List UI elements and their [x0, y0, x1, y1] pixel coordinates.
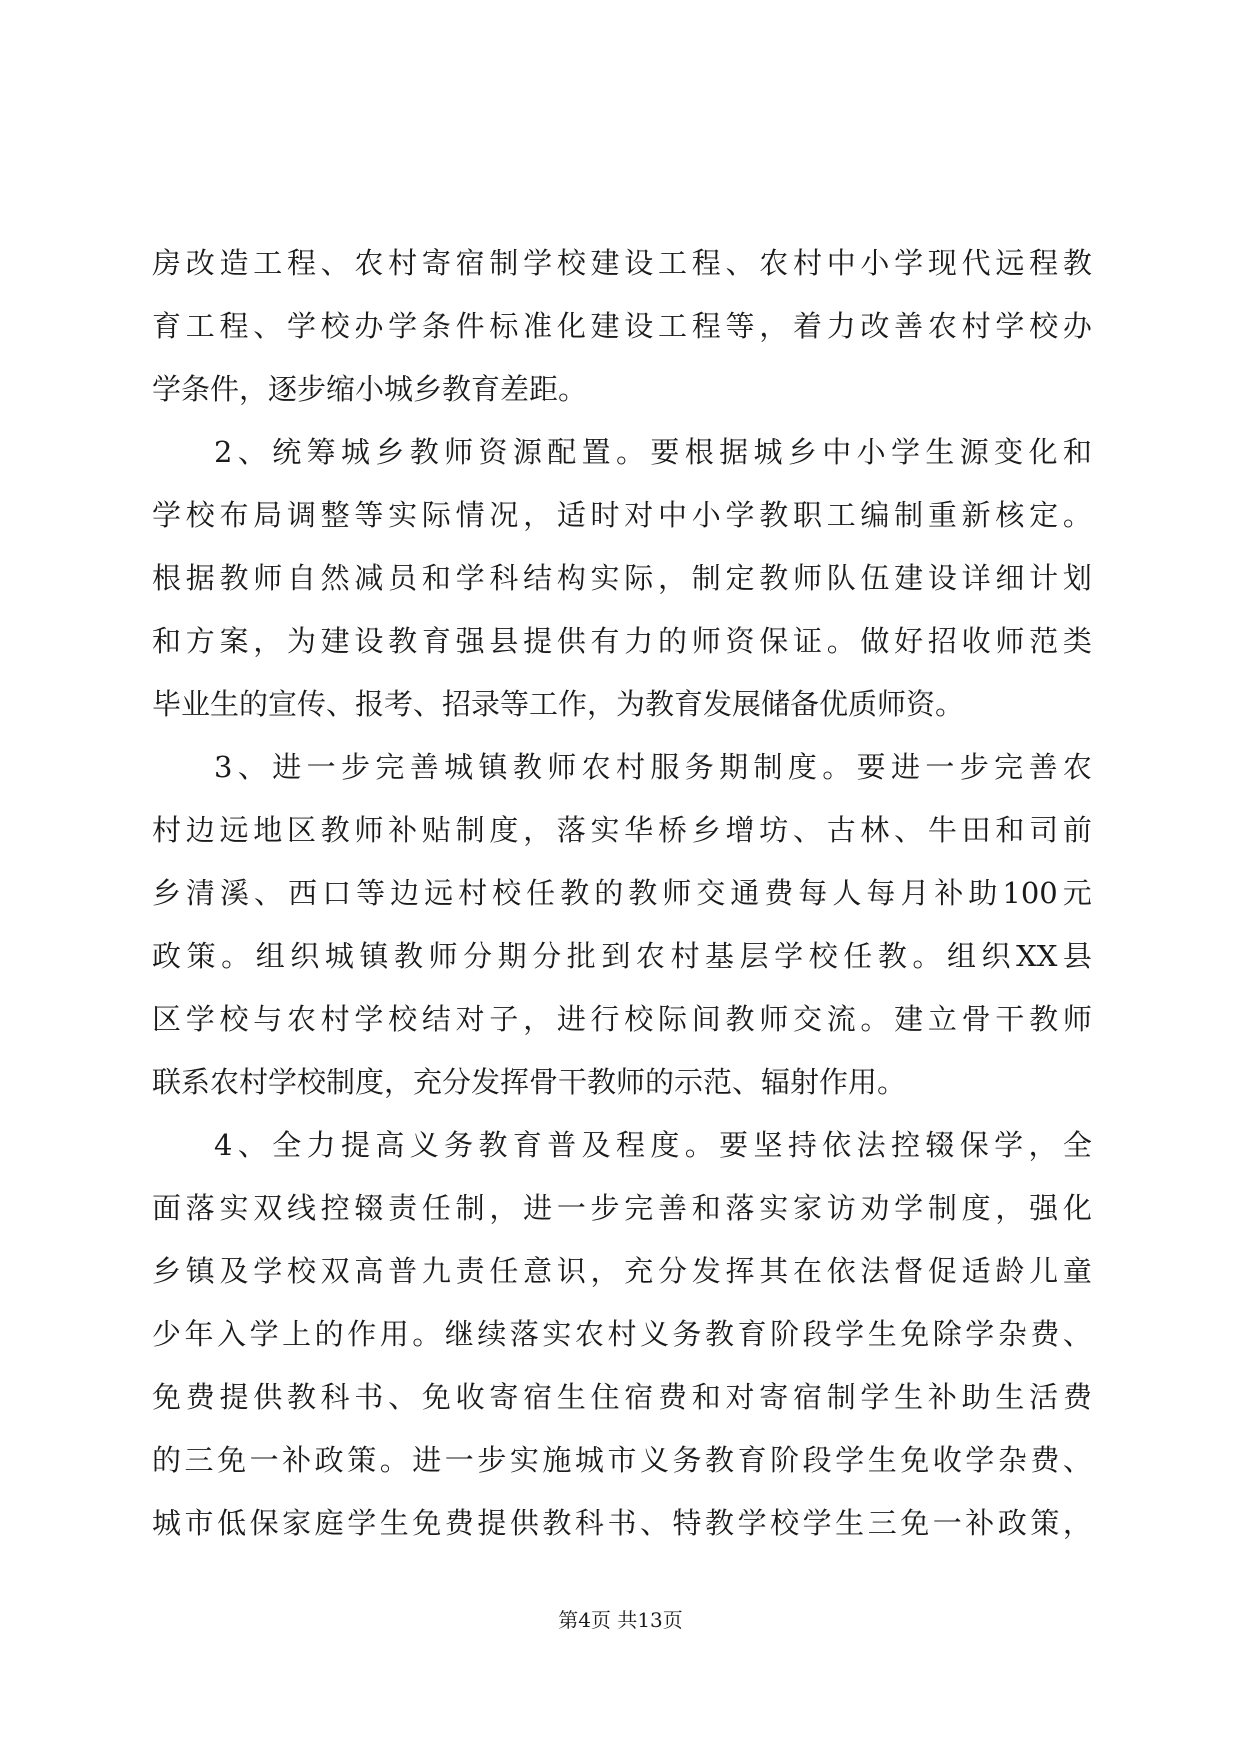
text-line [152, 1177, 1092, 1240]
text-line [152, 1429, 1092, 1492]
line-text: 面 落 实 双 线 控 辍 责 任 制 ， 进 一 步 完 善 和 落 实 家 访 劝 学 制 度 ， 强 化 [152, 1191, 1092, 1225]
line-text: 乡 镇 及 学 校 双 高 普 九 责 任 意 识 ， 充 分 发 挥 其 在 依 法 督 促 适 龄 儿 童 [152, 1254, 1092, 1288]
text-line [152, 1366, 1092, 1429]
line-text: 城 市 低 保 家 庭 学 生 免 费 提 供 教 科 书 、 特 教 学 校 学 生 三 免 一 补 政 策 ， [152, 1506, 1092, 1540]
line-text: 政 策 。 组 织 城 镇 教 师 分 期 分 批 到 农 村 基 层 学 校 任 教 。 组 织 XX 县 [152, 939, 1092, 973]
line-text: 联系农村学校制度，充分发挥骨干教师的示范、辐射作用。 [152, 1065, 907, 1099]
text-line [152, 673, 1092, 736]
page-number-footer: 第4页 共13页 [558, 1608, 683, 1632]
body-text [152, 232, 1092, 1555]
line-text: 毕业生的宣传、报考、招录等工作，为教育发展储备优质师资。 [152, 687, 965, 721]
line-text: 和 方 案 ， 为 建 设 教 育 强 县 提 供 有 力 的 师 资 保 证 。 做 好 招 收 师 范 类 [152, 624, 1092, 658]
line-text: 2 、 统 筹 城 乡 教 师 资 源 配 置 。 要 根 据 城 乡 中 小 学 生 源 变 化 和 [214, 435, 1092, 469]
text-line [152, 1240, 1092, 1303]
text-line [152, 736, 1092, 799]
line-text: 育 工 程 、 学 校 办 学 条 件 标 准 化 建 设 工 程 等 ， 着 力 改 善 农 村 学 校 办 [152, 309, 1092, 343]
text-line [152, 1492, 1092, 1555]
line-text: 的 三 免 一 补 政 策 。 进 一 步 实 施 城 市 义 务 教 育 阶 段 学 生 免 收 学 杂 费 、 [152, 1443, 1092, 1477]
text-line [152, 421, 1092, 484]
line-text: 区 学 校 与 农 村 学 校 结 对 子 ， 进 行 校 际 间 教 师 交 流 。 建 立 骨 干 教 师 [152, 1002, 1092, 1036]
line-text: 学条件，逐步缩小城乡教育差距。 [152, 372, 588, 406]
text-line [152, 799, 1092, 862]
text-line [152, 1114, 1092, 1177]
line-text: 3 、 进 一 步 完 善 城 镇 教 师 农 村 服 务 期 制 度 。 要 进 一 步 完 善 农 [214, 750, 1092, 784]
line-text: 村 边 远 地 区 教 师 补 贴 制 度 ， 落 实 华 桥 乡 增 坊 、 古 林 、 牛 田 和 司 前 [152, 813, 1092, 847]
text-line [152, 610, 1092, 673]
line-text: 房 改 造 工 程 、 农 村 寄 宿 制 学 校 建 设 工 程 、 农 村 中 小 学 现 代 远 程 教 [152, 246, 1092, 280]
text-line [152, 295, 1092, 358]
text-line [152, 1303, 1092, 1366]
text-line [152, 862, 1092, 925]
text-line [152, 358, 1092, 421]
text-line [152, 547, 1092, 610]
text-line [152, 232, 1092, 295]
line-text: 乡 清 溪 、 西 口 等 边 远 村 校 任 教 的 教 师 交 通 费 每 人 每 月 补 助 100 元 [152, 876, 1092, 910]
text-line [152, 988, 1092, 1051]
line-text: 根 据 教 师 自 然 减 员 和 学 科 结 构 实 际 ， 制 定 教 师 队 伍 建 设 详 细 计 划 [152, 561, 1092, 595]
line-text: 免 费 提 供 教 科 书 、 免 收 寄 宿 生 住 宿 费 和 对 寄 宿 制 学 生 补 助 生 活 费 [152, 1380, 1092, 1414]
text-line [152, 1051, 1092, 1114]
text-line [152, 484, 1092, 547]
text-line [152, 925, 1092, 988]
line-text: 少 年 入 学 上 的 作 用 。 继 续 落 实 农 村 义 务 教 育 阶 段 学 生 免 除 学 杂 费 、 [152, 1317, 1092, 1351]
line-text: 4 、 全 力 提 高 义 务 教 育 普 及 程 度 。 要 坚 持 依 法 控 辍 保 学 ， 全 [214, 1128, 1092, 1162]
line-text: 学 校 布 局 调 整 等 实 际 情 况 ， 适 时 对 中 小 学 教 职 工 编 制 重 新 核 定 。 [152, 498, 1092, 532]
